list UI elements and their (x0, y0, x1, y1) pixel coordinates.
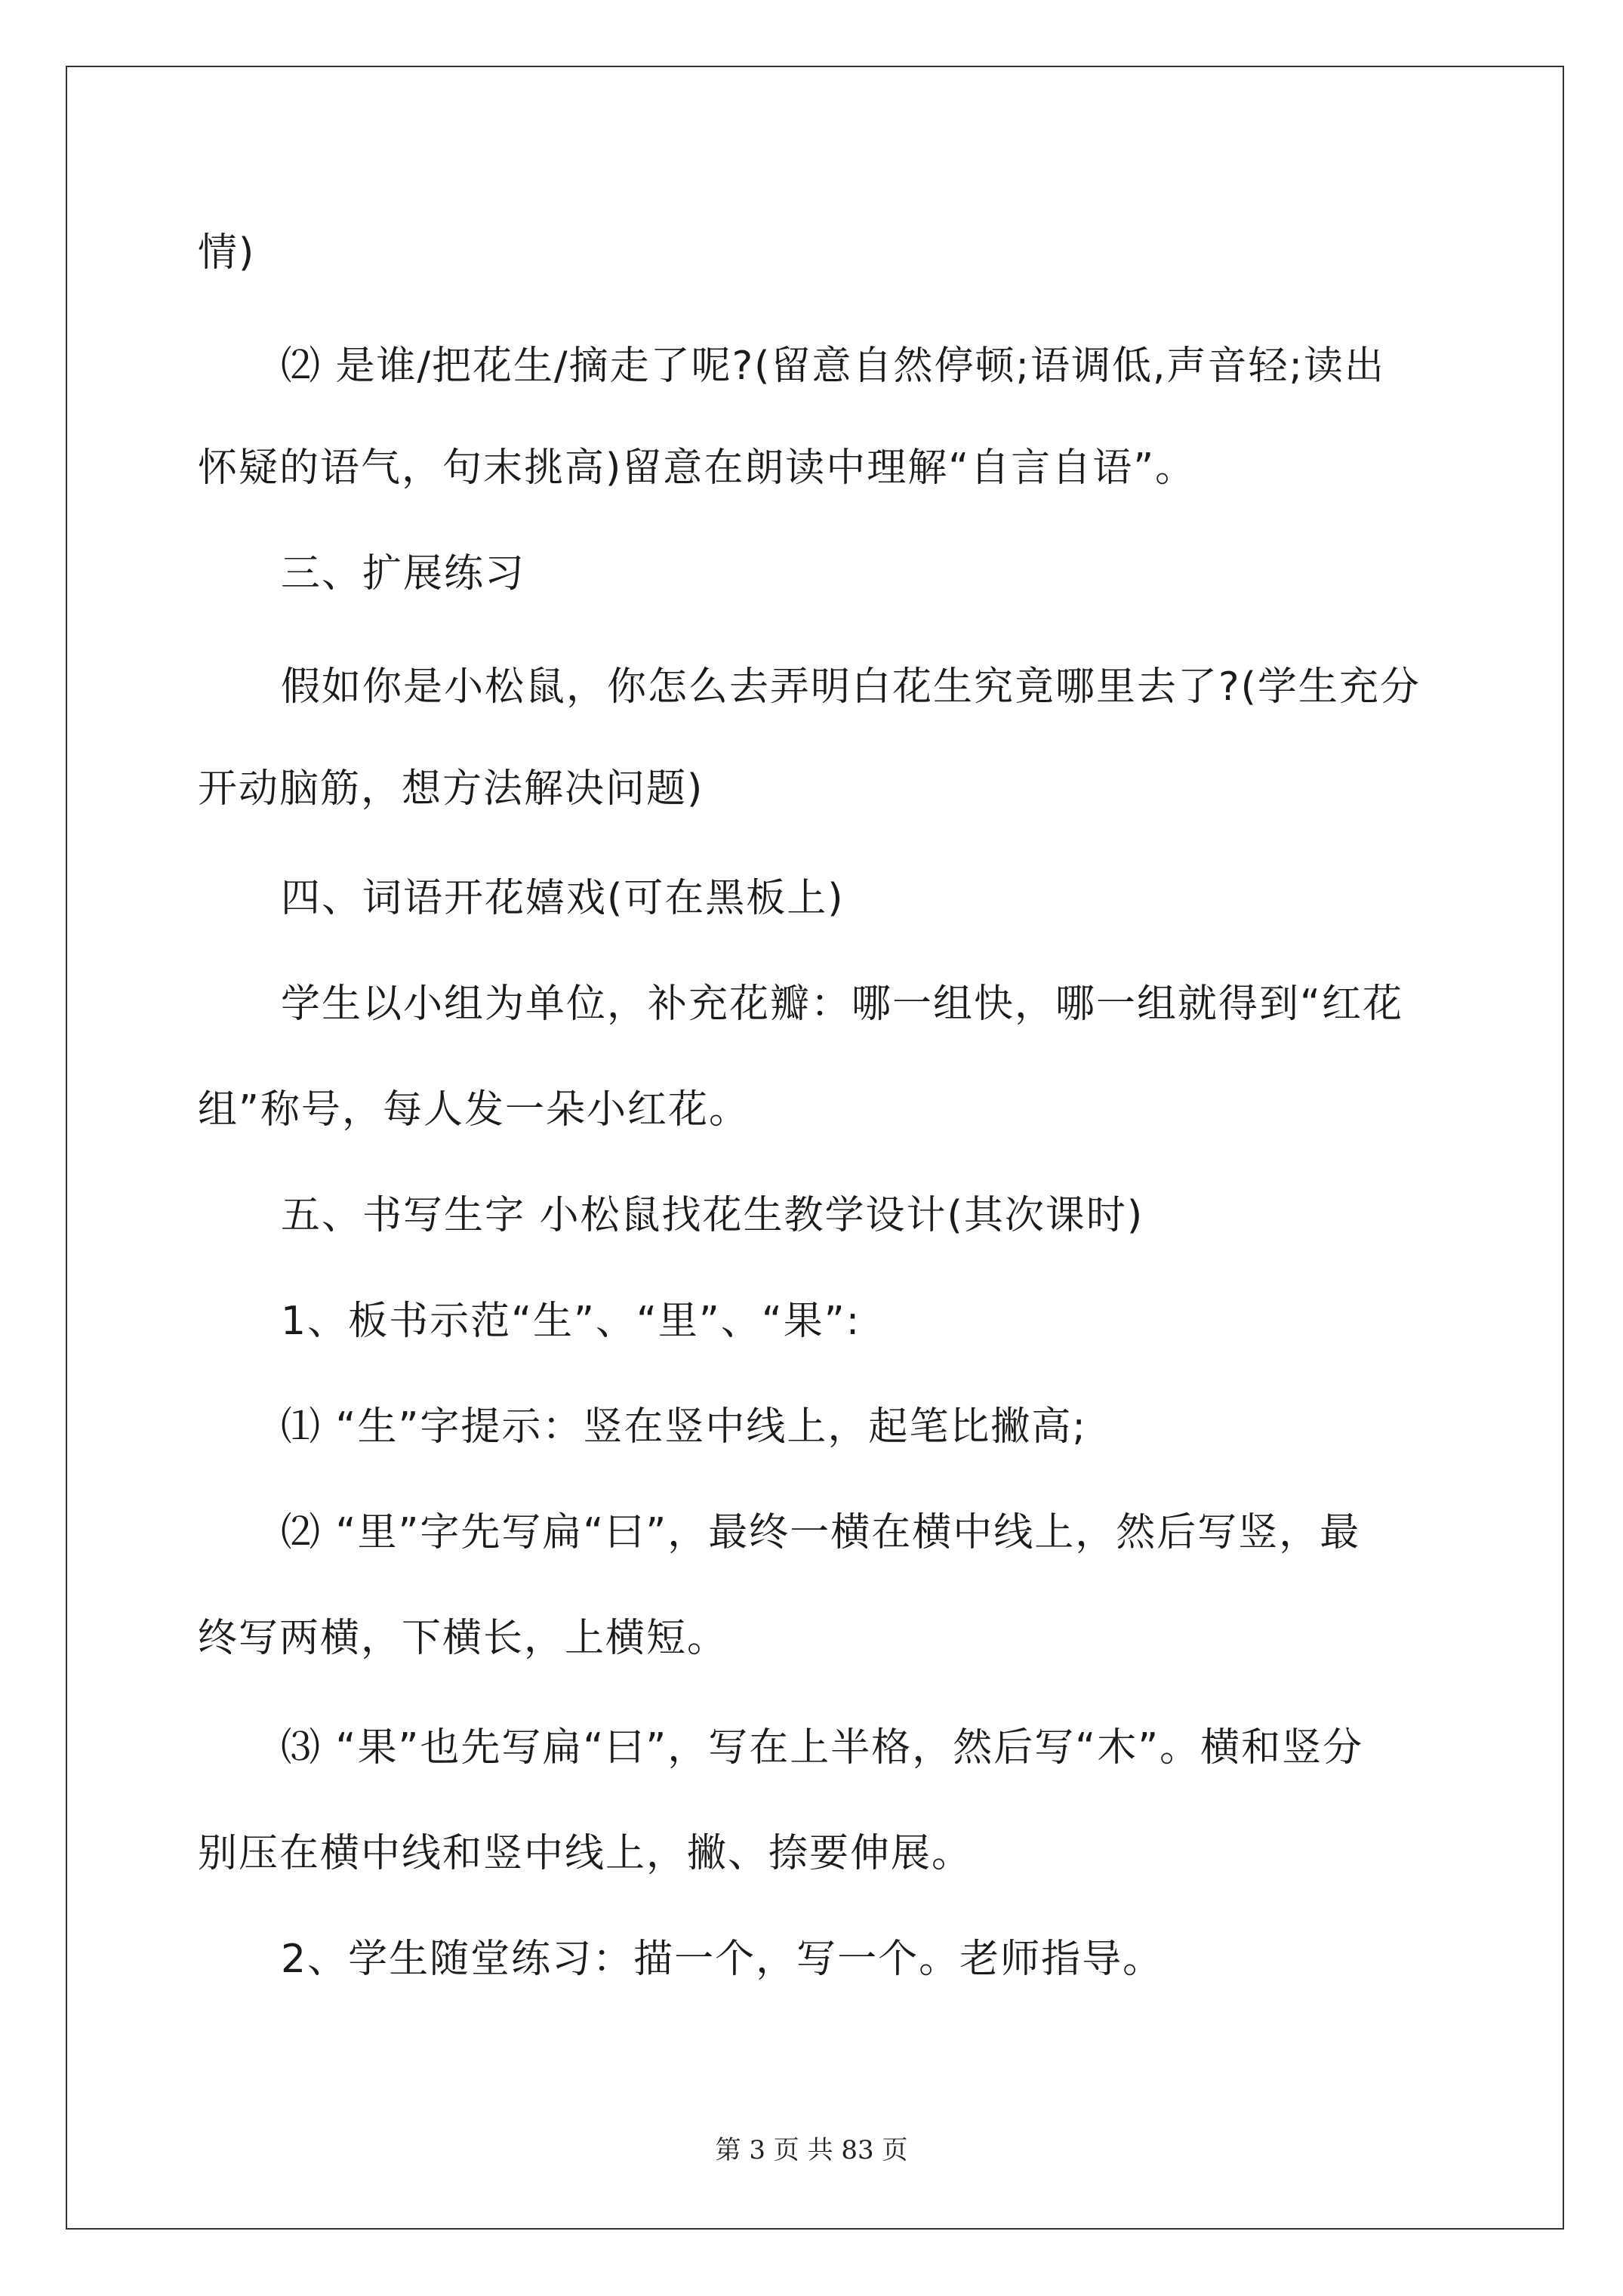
text-line: 终写两横，下横长，上横短。 (198, 1616, 728, 1661)
text-line: 别压在横中线和竖中线上，撇、捺要伸展。 (198, 1831, 973, 1876)
text-line: 开动脑筋，想方法解决问题) (198, 766, 704, 812)
page-border (66, 66, 1564, 2230)
text-line: 情) (198, 230, 256, 276)
text-line: ⑶ “果”也先写扁“曰”，写在上半格，然后写“木”。横和竖分 (281, 1725, 1364, 1771)
page-number-footer: 第 3 页 共 83 页 (715, 2135, 908, 2165)
text-line: 组”称号，每人发一朵小红花。 (198, 1087, 750, 1133)
text-line: ⑵ “里”字先写扁“曰”，最终一横在横中线上，然后写竖，最 (281, 1510, 1361, 1555)
section-heading: 四、词语开花嬉戏(可在黑板上) (281, 876, 845, 921)
section-heading: 三、扩展练习 (281, 551, 526, 596)
text-line: 怀疑的语气，句末挑高)留意在朗读中理解“自言自语”。 (198, 445, 1196, 491)
text-line: 假如你是小松鼠，你怎么去弄明白花生究竟哪里去了?(学生充分 (281, 664, 1421, 710)
text-line: ⑴ “生”字提示：竖在竖中线上，起笔比撇高; (281, 1404, 1087, 1450)
text-line: 2、学生随堂练习：描一个，写一个。老师指导。 (281, 1937, 1164, 1982)
text-line: ⑵ 是谁/把花生/摘走了呢?(留意自然停顿;语调低,声音轻;读出 (281, 344, 1386, 389)
text-line: 1、板书示范“生”、“里”、“果”: (281, 1299, 861, 1344)
text-line: 学生以小组为单位，补充花瓣：哪一组快，哪一组就得到“红花 (281, 982, 1403, 1027)
section-heading: 五、书写生字 小松鼠找花生教学设计(其次课时) (281, 1193, 1144, 1238)
